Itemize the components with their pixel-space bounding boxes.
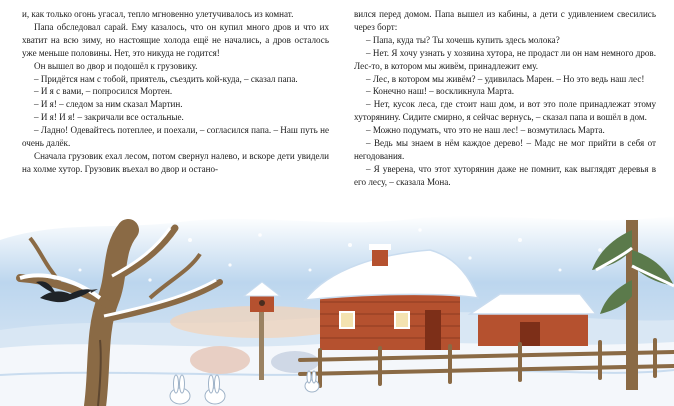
paragraph: и, как только огонь угасал, тепло мгновенно улетучивалось из комнат. — [22, 9, 294, 19]
paragraph: Сначала грузовик ехал лесом, потом свернул налево, и вскоре дети увидели на холме хутор. Грузовик въехал во двор и остано- — [22, 150, 329, 174]
paragraph: – Ладно! Одевайтесь потеплее, и поехали, – согласился папа. – Наш путь не очень далёк. — [22, 125, 329, 149]
paragraph: вился перед домом. Папа вышел из кабины, а дети с удивлением свесились через борт: — [354, 9, 656, 32]
paragraph: Он вышел во двор и подошёл к грузовику. — [34, 60, 198, 71]
paragraph: Папа обследовал сарай. Ему казалось, что он купил много дров и что их хватит на всю зиму, но настоящие холода ещё не начались, а дров осталось уже меньше половины. Нет, это никуда не годится! — [22, 21, 329, 58]
paragraph: – И я с вами, – попросился Мортен. — [34, 86, 173, 97]
paragraph: – И я! И я! – закричали все остальные. — [34, 112, 184, 123]
bush — [271, 351, 319, 373]
paragraph: – Ведь мы знаем в нём каждое дерево! – Мадс не мог прийти в себя от негодования. — [354, 138, 656, 161]
paragraph: – Нет. Я хочу узнать у хозяина хутора, не продаст ли он нам немного дров. Лес-то, в котором мы живём, принадлежит ему. — [354, 47, 656, 71]
bush — [190, 346, 250, 374]
paragraph: – Лес, в котором мы живём? – удивилась Марен. – Но это ведь наш лес! — [366, 73, 645, 84]
winter-farm-illustration — [0, 210, 674, 406]
right-text-column — [354, 8, 656, 189]
left-text-column — [22, 8, 329, 176]
paragraph: – Нет, кусок леса, где стоит наш дом, и вот это поле принадлежат этому хуторянину. Сидите смирно, я сейчас вернусь, – сказал папа и вошёл в дом. — [354, 99, 656, 123]
paragraph: – Конечно наш! – воскликнула Марта. — [366, 86, 515, 97]
paragraph: – Я уверена, что этот хуторянин даже не помнит, как выглядят деревья в его лесу, – сказала Мона. — [354, 163, 656, 187]
paragraph: – Придётся нам с тобой, приятель, съездить кой-куда, – сказал папа. — [34, 73, 298, 84]
paragraph: – И я! – следом за ним сказал Мартин. — [34, 99, 183, 110]
paragraph: – Можно подумать, что это не наш лес! – возмутилась Марта. — [366, 125, 605, 136]
paragraph: – Папа, куда ты? Ты хочешь купить здесь молока? — [366, 34, 560, 45]
barn-icon — [470, 294, 596, 346]
